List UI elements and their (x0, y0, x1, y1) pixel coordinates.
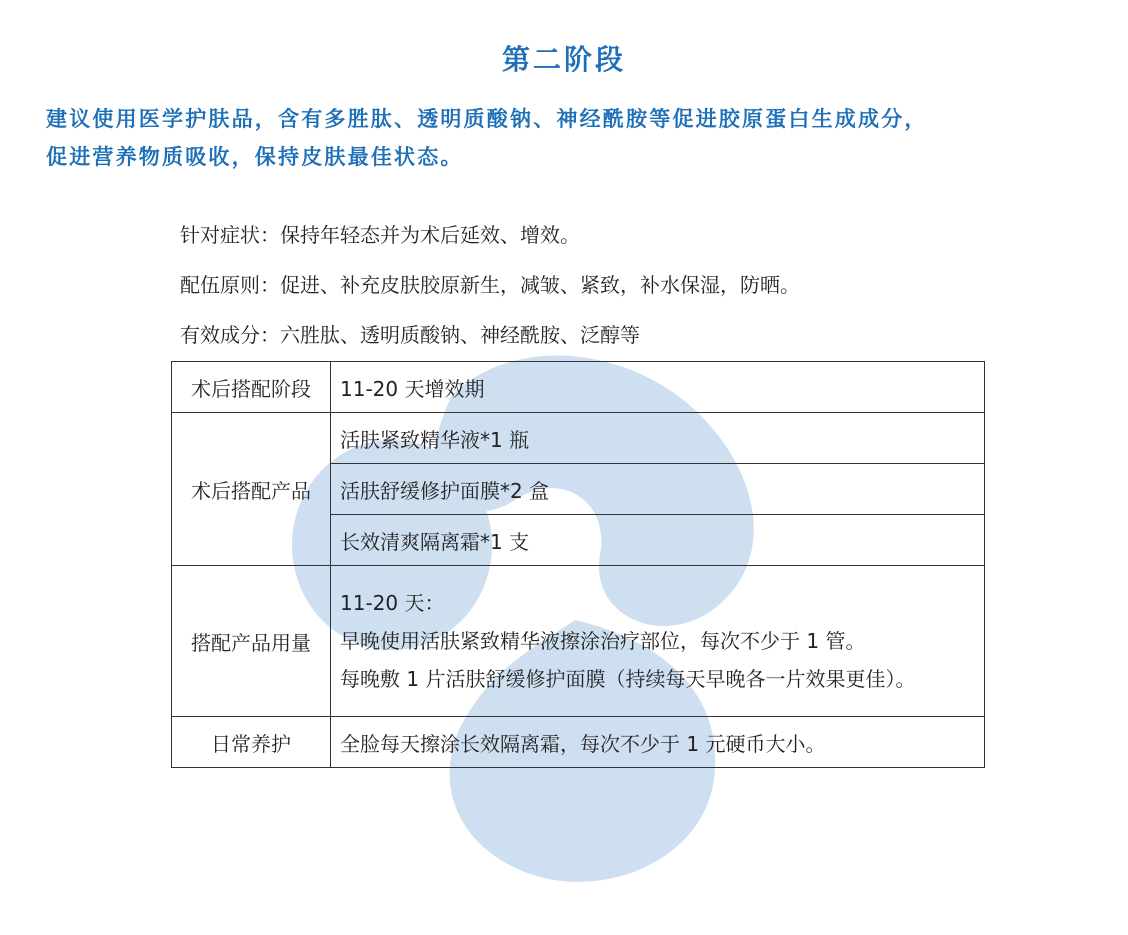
info-ingredients: 有效成分：六胜肽、透明质酸钠、神经酰胺、泛醇等 (180, 323, 640, 347)
intro-line-2: 促进营养物质吸收，保持皮肤最佳状态。 (46, 145, 464, 169)
page-title: 第二阶段 (501, 43, 626, 76)
dosage-line: 每晚敷 1 片活肤舒缓修护面膜（持续每天早晚各一片效果更佳）。 (340, 667, 916, 691)
table-row (172, 717, 985, 768)
info-symptoms: 针对症状：保持年轻态并为术后延效、增效。 (180, 223, 580, 247)
table-row (172, 566, 985, 717)
table-row (172, 362, 985, 413)
row-value-dosage (331, 566, 985, 717)
care-plan-table (171, 361, 985, 768)
dosage-line: 11-20 天： (340, 591, 445, 615)
row-value-daily: 全脸每天擦涂长效隔离霜，每次不少于 1 元硬币大小。 (331, 717, 985, 768)
row-label-daily: 日常养护 (172, 717, 331, 768)
product-item: 长效清爽隔离霜*1 支 (331, 515, 985, 566)
table-row (172, 413, 985, 464)
dosage-line: 早晚使用活肤紧致精华液擦涂治疗部位，每次不少于 1 管。 (340, 629, 866, 653)
intro-text (46, 100, 1106, 176)
row-value-stage: 11-20 天增效期 (331, 362, 985, 413)
product-item: 活肤舒缓修护面膜*2 盒 (331, 464, 985, 515)
row-label-stage: 术后搭配阶段 (172, 362, 331, 413)
product-item: 活肤紧致精华液*1 瓶 (331, 413, 985, 464)
info-principle: 配伍原则：促进、补充皮肤胶原新生，减皱、紧致，补水保湿，防晒。 (180, 273, 800, 297)
row-label-dosage: 搭配产品用量 (172, 566, 331, 717)
row-label-products: 术后搭配产品 (172, 413, 331, 566)
intro-line-1: 建议使用医学护肤品，含有多胜肽、透明质酸钠、神经酰胺等促进胶原蛋白生成成分， (46, 107, 928, 131)
